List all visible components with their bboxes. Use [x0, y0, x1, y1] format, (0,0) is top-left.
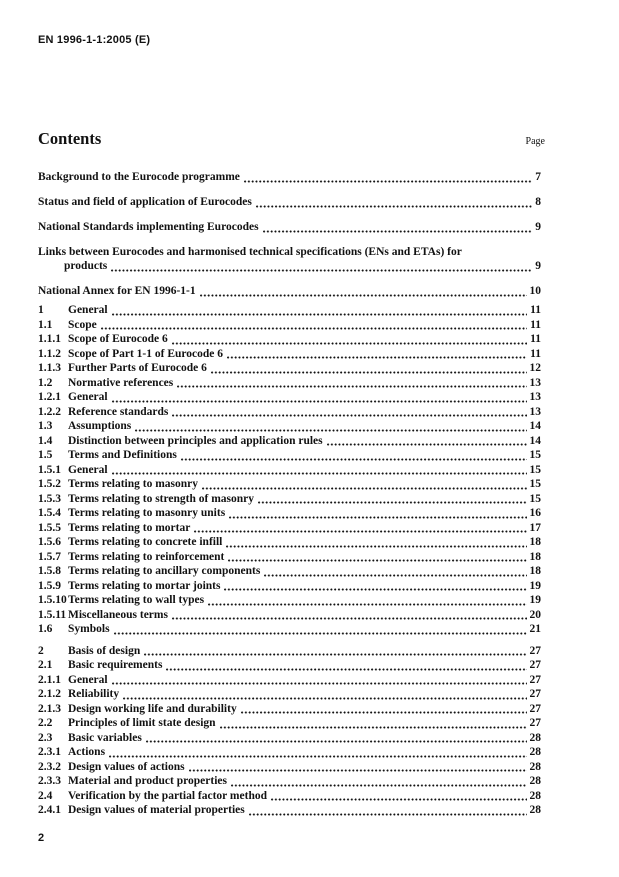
toc-entry-page: 27 — [529, 644, 541, 657]
toc-entry — [38, 716, 541, 731]
table-of-contents — [38, 170, 541, 818]
toc-entry-title: Terms relating to strength of masonry — [68, 492, 255, 505]
toc-entry-page: 12 — [529, 362, 541, 374]
toc-entry — [38, 220, 541, 235]
toc-entry-page: 13 — [529, 391, 541, 403]
toc-entry-number: 2.3.2 — [38, 760, 61, 773]
toc-entry-number: 1.3 — [38, 420, 53, 432]
toc-entry-number: 1.5 — [38, 449, 53, 461]
toc-entry — [38, 434, 541, 449]
dot-leader — [123, 697, 526, 700]
toc-entry-number: 1.2.1 — [38, 391, 61, 403]
dot-leader — [109, 755, 526, 758]
toc-entry — [38, 702, 541, 717]
toc-entry — [38, 448, 541, 463]
toc-entry — [38, 789, 541, 804]
toc-entry-title: Design values of material properties — [68, 804, 245, 816]
toc-entry-page: 13 — [529, 376, 541, 389]
dot-leader — [258, 501, 526, 504]
numbered-entries — [38, 303, 541, 818]
toc-entry-page: 15 — [529, 449, 541, 461]
toc-entry-title: Terms relating to concrete infill — [68, 536, 223, 548]
toc-entry-number: 1 — [38, 304, 44, 316]
toc-entry-page: 28 — [529, 731, 541, 744]
toc-section — [38, 644, 541, 818]
dot-leader — [111, 269, 532, 272]
toc-entry — [38, 195, 541, 210]
toc-entry — [38, 332, 541, 347]
toc-entry-page: 10 — [529, 285, 541, 297]
toc-entry-page: 9 — [535, 260, 541, 272]
toc-entry-title: Terms relating to masonry — [68, 478, 199, 490]
toc-entry-page: 11 — [530, 333, 541, 345]
toc-entry-title: Reference standards — [68, 405, 169, 418]
toc-entry-title: Design working life and durability — [68, 702, 237, 715]
toc-entry-page: 27 — [529, 688, 541, 700]
toc-entry — [38, 347, 541, 362]
toc-entry-number: 1.5.10 — [38, 594, 67, 606]
toc-entry-page: 28 — [529, 746, 541, 758]
dot-leader — [172, 414, 526, 417]
toc-entry — [38, 390, 541, 405]
toc-entry-title: General — [68, 304, 108, 316]
footer-page-number: 2 — [38, 832, 45, 844]
dot-leader — [208, 603, 526, 606]
toc-entry-number: 1.5.4 — [38, 507, 61, 519]
toc-entry-page: 17 — [529, 521, 541, 534]
toc-entry-title: General — [68, 391, 108, 403]
toc-section — [38, 303, 541, 637]
dot-leader — [146, 740, 527, 743]
dot-leader — [263, 230, 533, 233]
toc-entry-title: Basic variables — [68, 731, 142, 744]
dot-leader — [189, 769, 527, 772]
toc-entry-title: Links between Eurocodes and harmonised technical specifications (ENs and ETAs) for — [38, 246, 462, 258]
toc-entry — [38, 745, 541, 760]
toc-entry — [38, 608, 541, 623]
toc-entry-title: Actions — [68, 746, 106, 758]
toc-entry-number: 1.5.2 — [38, 478, 61, 490]
toc-entry — [38, 521, 541, 536]
toc-entry-page: 28 — [529, 775, 541, 787]
dot-leader — [172, 342, 527, 345]
dot-leader — [327, 443, 527, 446]
toc-entry-page: 27 — [529, 673, 541, 686]
toc-entry-title: Scope — [68, 318, 97, 331]
toc-entry-title: Background to the Eurocode programme — [38, 171, 240, 183]
contents-heading-row — [38, 129, 545, 149]
toc-entry-page: 19 — [529, 594, 541, 606]
toc-entry — [38, 593, 541, 608]
toc-entry — [38, 673, 541, 688]
toc-entry-title: Material and product properties — [68, 775, 227, 787]
toc-entry — [38, 170, 541, 185]
toc-entry-number: 2.1.1 — [38, 673, 61, 686]
toc-entry-number: 1.5.8 — [38, 565, 61, 577]
toc-entry-title: Scope of Part 1-1 of Eurocode 6 — [68, 347, 224, 360]
toc-entry-page: 14 — [529, 434, 541, 447]
toc-entry-title: General — [68, 673, 108, 686]
dot-leader — [244, 180, 532, 183]
toc-entry-number: 2.4 — [38, 789, 53, 802]
toc-entry-page: 8 — [535, 196, 541, 208]
toc-entry-number: 1.5.9 — [38, 579, 61, 592]
dot-leader — [249, 813, 527, 816]
toc-entry — [38, 284, 541, 299]
toc-entry — [38, 492, 541, 507]
toc-entry-title: Terms relating to mortar joints — [68, 579, 221, 592]
front-matter-entries — [38, 170, 541, 299]
toc-entry-title: Assumptions — [68, 420, 132, 432]
dot-leader — [228, 559, 526, 562]
toc-entry-page: 16 — [529, 507, 541, 519]
toc-entry-page: 11 — [530, 347, 541, 360]
toc-entry — [38, 463, 541, 478]
toc-entry-title: Further Parts of Eurocode 6 — [68, 362, 207, 374]
toc-entry — [38, 564, 541, 579]
toc-entry-title: Basic requirements — [68, 659, 163, 671]
dot-leader — [202, 487, 526, 490]
toc-entry-number: 1.5.3 — [38, 492, 61, 505]
toc-entry-page: 18 — [529, 550, 541, 563]
dot-leader — [271, 798, 527, 801]
dot-leader — [200, 294, 527, 297]
toc-entry-title: Normative references — [68, 376, 174, 389]
dot-leader — [144, 653, 526, 656]
toc-entry — [38, 303, 541, 318]
toc-entry-number: 1.6 — [38, 623, 53, 635]
dot-leader — [172, 617, 527, 620]
toc-entry-number: 2.3.3 — [38, 775, 61, 787]
document-header: EN 1996-1-1:2005 (E) — [38, 34, 151, 46]
toc-entry-number: 1.4 — [38, 434, 53, 447]
dot-leader — [220, 726, 527, 729]
toc-entry-title: Terms relating to ancillary components — [68, 565, 261, 577]
toc-entry-number: 1.1.3 — [38, 362, 61, 374]
toc-entry-number: 1.5.1 — [38, 463, 61, 476]
dot-leader — [256, 205, 532, 208]
contents-title: Contents — [38, 129, 102, 148]
toc-entry-title: Distinction between principles and application rules — [68, 434, 323, 447]
dot-leader — [181, 458, 527, 461]
toc-entry-number: 2.1.2 — [38, 688, 61, 700]
toc-entry-number: 1.1.2 — [38, 347, 61, 360]
toc-entry — [38, 687, 541, 702]
dot-leader — [112, 472, 527, 475]
toc-entry-page: 27 — [529, 659, 541, 671]
toc-entry — [38, 477, 541, 492]
toc-entry-title: Terms relating to masonry units — [68, 507, 226, 519]
toc-entry-title: Design values of actions — [68, 760, 185, 773]
toc-entry-page: 13 — [529, 405, 541, 418]
toc-entry — [38, 644, 541, 659]
toc-entry-number: 1.5.11 — [38, 608, 67, 621]
toc-entry-title: Symbols — [68, 623, 110, 635]
toc-entry — [38, 506, 541, 521]
toc-entry-number: 1.5.7 — [38, 550, 61, 563]
toc-entry-number: 2.4.1 — [38, 804, 61, 816]
toc-entry-page: 11 — [530, 318, 541, 331]
toc-entry-title: General — [68, 463, 108, 476]
dot-leader — [229, 516, 526, 519]
toc-entry — [38, 622, 541, 637]
page-column-label: Page — [525, 136, 545, 147]
toc-entry-number: 1.5.5 — [38, 521, 61, 534]
dot-leader — [112, 313, 528, 316]
dot-leader — [224, 588, 526, 591]
toc-entry — [38, 419, 541, 434]
toc-entry-page: 7 — [535, 171, 541, 183]
toc-entry — [38, 760, 541, 775]
toc-entry-page: 15 — [529, 478, 541, 490]
toc-entry-page: 18 — [529, 536, 541, 548]
toc-entry-number: 1.5.6 — [38, 536, 61, 548]
toc-entry-number: 2.3.1 — [38, 746, 61, 758]
dot-leader — [264, 574, 526, 577]
toc-entry-title: Status and field of application of Eurocodes — [38, 196, 252, 208]
toc-entry — [38, 259, 541, 274]
toc-entry — [38, 774, 541, 789]
toc-entry-title: Verification by the partial factor method — [68, 789, 267, 802]
dot-leader — [101, 327, 527, 330]
toc-entry-page: 9 — [535, 221, 541, 233]
toc-entry — [38, 731, 541, 746]
toc-entry-title: Principles of limit state design — [68, 717, 216, 729]
dot-leader — [135, 429, 526, 432]
dot-leader — [194, 530, 526, 533]
dot-leader — [112, 682, 527, 685]
toc-entry-title: Scope of Eurocode 6 — [68, 333, 168, 345]
toc-entry-title: Terms and Definitions — [68, 449, 177, 461]
toc-entry-title: Reliability — [68, 688, 120, 700]
toc-entry-page: 28 — [529, 789, 541, 802]
toc-entry-title: products — [64, 260, 108, 272]
toc-entry — [38, 405, 541, 420]
toc-entry-number: 1.1 — [38, 318, 53, 331]
toc-entry-page: 19 — [529, 579, 541, 592]
toc-entry-title: Terms relating to reinforcement — [68, 550, 225, 563]
toc-entry — [38, 550, 541, 565]
toc-entry-number: 2.3 — [38, 731, 53, 744]
toc-entry-page: 28 — [529, 760, 541, 773]
dot-leader — [112, 400, 527, 403]
toc-entry-title: Terms relating to wall types — [68, 594, 205, 606]
toc-entry-number: 2.1.3 — [38, 702, 61, 715]
toc-entry-page: 18 — [529, 565, 541, 577]
toc-entry-page: 28 — [529, 804, 541, 816]
toc-entry-title: National Annex for EN 1996-1-1 — [38, 285, 196, 297]
dot-leader — [227, 356, 527, 359]
toc-entry — [38, 535, 541, 550]
toc-entry-title: Basis of design — [68, 644, 141, 657]
dot-leader — [211, 371, 527, 374]
toc-entry-number: 2.2 — [38, 717, 53, 729]
toc-entry-number: 1.2 — [38, 376, 53, 389]
toc-entry-page: 11 — [530, 304, 541, 316]
toc-entry-page: 15 — [529, 463, 541, 476]
toc-entry-page: 27 — [529, 702, 541, 715]
dot-leader — [114, 632, 527, 635]
toc-entry-page: 15 — [529, 492, 541, 505]
toc-entry-title: Terms relating to mortar — [68, 521, 191, 534]
toc-entry — [38, 361, 541, 376]
toc-entry — [38, 658, 541, 673]
dot-leader — [241, 711, 527, 714]
dot-leader — [166, 668, 526, 671]
toc-entry-page: 14 — [529, 420, 541, 432]
toc-entry — [38, 318, 541, 333]
toc-entry-page: 20 — [529, 608, 541, 621]
toc-entry-number: 2.1 — [38, 659, 53, 671]
toc-entry-number: 1.2.2 — [38, 405, 61, 418]
dot-leader — [177, 385, 526, 388]
toc-entry-page: 21 — [529, 623, 541, 635]
toc-entry-title: National Standards implementing Eurocodes — [38, 221, 259, 233]
toc-entry — [38, 579, 541, 594]
dot-leader — [231, 784, 527, 787]
toc-entry — [38, 803, 541, 818]
toc-entry-page: 27 — [529, 717, 541, 729]
toc-entry-number: 2 — [38, 644, 44, 657]
toc-entry-multiline — [38, 245, 541, 274]
dot-leader — [226, 545, 526, 548]
toc-entry — [38, 376, 541, 391]
toc-entry-title: Miscellaneous terms — [68, 608, 168, 621]
toc-entry-number: 1.1.1 — [38, 333, 61, 345]
